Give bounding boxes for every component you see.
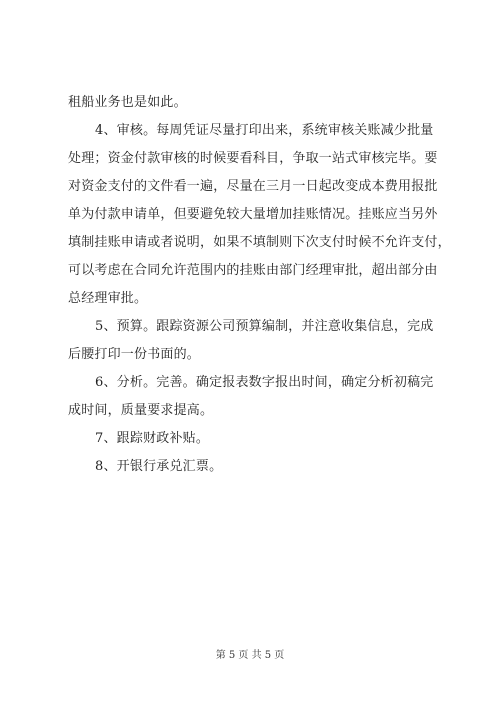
text-line: 填制挂账申请或者说明，如果不填制则下次支付时候不允许支付， — [68, 235, 451, 250]
text-line: 单为付款申请单，但要避免较大量增加挂账情况。挂账应当另外 — [68, 207, 438, 222]
list-item-subsidy: 7、跟踪财政补贴。 — [95, 431, 210, 446]
text-line: 对资金支付的文件看一遍，尽量在三月一日起改变成本费用报批 — [68, 179, 438, 194]
text-line: 总经理审批。 — [68, 291, 148, 306]
text-line: 成时间，质量要求提高。 — [68, 403, 214, 418]
text-line: 租船业务也是如此。 — [68, 95, 187, 110]
page-number-footer: 第 5 页 共 5 页 — [215, 650, 285, 661]
list-item-bank-draft: 8、开银行承兑汇票。 — [95, 459, 223, 474]
text-line: 可以考虑在合同允许范围内的挂账由部门经理审批，超出部分由 — [68, 263, 438, 278]
text-line: 后腰打印一份书面的。 — [68, 347, 201, 362]
document-body — [68, 94, 451, 486]
text-line: 处理；资金付款审核的时候要看科目，争取一站式审核完毕。要 — [68, 151, 438, 166]
list-item-audit: 4、审核。每周凭证尽量打印出来，系统审核关账减少批量 — [95, 123, 434, 138]
list-item-budget: 5、预算。跟踪资源公司预算编制，并注意收集信息，完成 — [95, 319, 434, 334]
list-item-analysis: 6、分析。完善。确定报表数字报出时间，确定分析初稿完 — [95, 375, 434, 390]
